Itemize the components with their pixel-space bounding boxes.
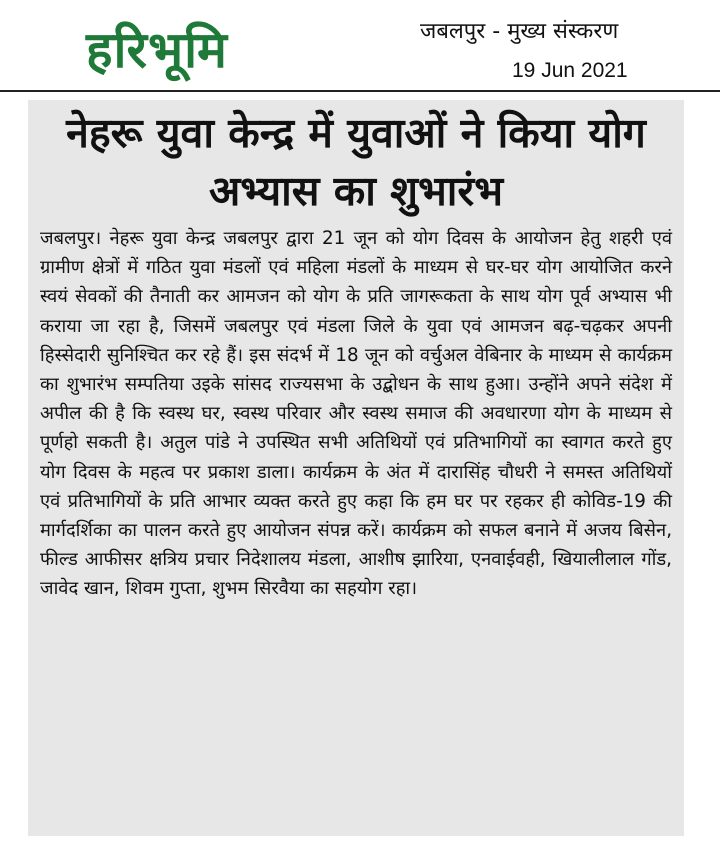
publication-date: 19 Jun 2021 (512, 59, 628, 82)
article-body: जबलपुर। नेहरू युवा केन्द्र जबलपुर द्वारा 21 जून को योग दिवस के आयोजन हेतु शहरी एवं ग्रामीण क्षेत्रों में गठित युवा मंडलों एवं महिला मंडलों के माध्यम से घर-घर योग आयोजित करने स्वयं सेवकों की तैनाती कर आमजन को योग के प्रति जागरूकता के साथ योग पूर्व अभ्यास भी कराया जा रहा है, जिसमें जबलपुर एवं मंडला जिले के युवा एवं आमजन बढ़-चढ़कर अपनी हिस्सेदारी सुनिश्चित कर रहे हैं। इस संदर्भ में 18 जून को वर्चुअल वेबिनार के माध्यम से कार्यक्रम का शुभारंभ सम्पतिया उइके सांसद राज्यसभा के उद्बोधन के साथ हुआ। उन्होंने अपने संदेश में अपील की है कि स्वस्थ घर, स्वस्थ परिवार और स्वस्थ समाज की अवधारणा योग के माध्यम से पूर्णहो सकती है। अतुल पांडे ने उपस्थित सभी अतिथियों एवं प्रतिभागियों का स्वागत करते हुए योग दिवस के महत्व पर प्रकाश डाला। कार्यक्रम के अंत में दारासिंह चौधरी ने समस्त अतिथियों एवं प्रतिभागियों के प्रति आभार व्यक्त करते हुए कहा कि हम घर पर रहकर ही कोविड-19 की मार्गदर्शिका का पालन करते हुए आयोजन संपन्न करें। कार्यक्रम को सफल बनाने में अजय बिसेन, फील्ड आफीसर क्षत्रिय प्रचार निदेशालय मंडला, आशीष झारिया, एनवाईवही, खियालीलाल गोंड, जावेद खान, शिवम गुप्ता, शुभम सिरवैया का सहयोग रहा। (40, 228, 672, 600)
masthead-divider (0, 90, 720, 92)
newspaper-logo: हरिभूमि (86, 21, 228, 79)
edition-label: जबलपुर - मुख्य संस्करण (420, 19, 619, 44)
article-headline: नेहरू युवा केन्द्र में युवाओं ने किया योग अभ्यास का शुभारंभ (66, 109, 646, 215)
news-clipping (28, 100, 684, 836)
masthead (0, 0, 720, 92)
